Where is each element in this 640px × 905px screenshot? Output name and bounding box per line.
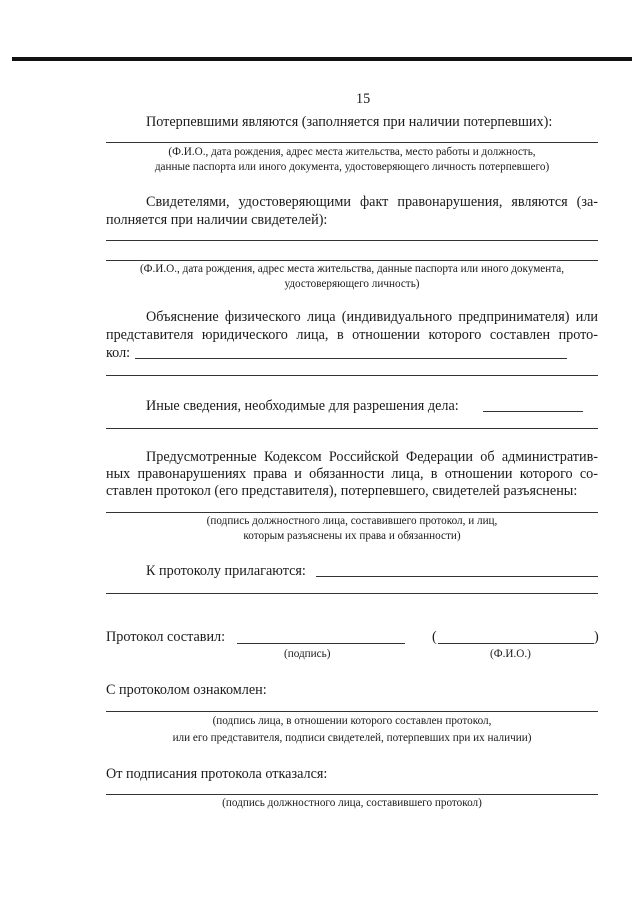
compiled-by-name-line	[438, 643, 594, 644]
rights-text-line2: ных правонарушениях права и обязанности лица, в отношении которого со-	[106, 466, 598, 482]
explanation-fill-line1	[135, 358, 567, 359]
attachments-fill-line2	[106, 593, 598, 594]
compiled-by-label: Протокол составил:	[106, 629, 226, 645]
explanation-text-line1: Объяснение физического лица (индивидуального предпринимателя) или	[146, 309, 598, 325]
rights-fill-line	[106, 512, 598, 513]
witnesses-fill-line1	[106, 240, 598, 241]
top-border-bar	[12, 57, 632, 61]
victims-fill-line	[106, 142, 598, 143]
other-info-label: Иные сведения, необходимые для разрешения дела:	[146, 398, 459, 414]
compiled-by-name-caption: (Ф.И.О.)	[490, 648, 531, 660]
witnesses-fill-line2	[106, 260, 598, 261]
compiled-by-signature-line	[237, 643, 405, 644]
rights-text-line3: ставлен протокол (его представителя), потерпевшего, свидетелей разъяснены:	[106, 483, 578, 499]
rights-caption-line1: (подпись должностного лица, составившего протокол, и лиц,	[206, 515, 498, 527]
witnesses-caption-line2: удостоверяющего личность)	[284, 278, 420, 290]
victims-label: Потерпевшими являются (заполняется при наличии потерпевших):	[146, 114, 553, 130]
page-number: 15	[356, 91, 371, 107]
rights-text-line1: Предусмотренные Кодексом Российской Федерации об административ-	[146, 449, 598, 465]
witnesses-text-line2: полняется при наличии свидетелей):	[106, 212, 328, 228]
witnesses-text-line1: Свидетелями, удостоверяющими факт правонарушения, являются (за-	[146, 194, 598, 210]
acquainted-caption-line1: (подпись лица, в отношении которого составлен протокол,	[212, 715, 492, 727]
victims-caption-line2: данные паспорта или иного документа, удостоверяющего личность потерпевшего)	[154, 161, 550, 173]
attachments-label: К протоколу прилагаются:	[146, 563, 306, 579]
attachments-fill-line1	[316, 576, 598, 577]
other-info-fill-line1	[483, 411, 583, 412]
refused-fill-line	[106, 794, 598, 795]
acquainted-fill-line	[106, 711, 598, 712]
witnesses-caption-line1: (Ф.И.О., дата рождения, адрес места жительства, данные паспорта или иного документа,	[139, 263, 565, 275]
explanation-text-line3: кол:	[106, 345, 131, 361]
explanation-fill-line2	[106, 375, 598, 376]
other-info-fill-line2	[106, 428, 598, 429]
victims-caption-line1: (Ф.И.О., дата рождения, адрес места жительства, место работы и должность,	[168, 146, 536, 158]
refused-label: От подписания протокола отказался:	[106, 766, 328, 782]
acquainted-label: С протоколом ознакомлен:	[106, 682, 267, 698]
compiled-by-close-paren: )	[594, 629, 599, 645]
compiled-by-open-paren: (	[432, 629, 437, 645]
explanation-text-line2: представителя юридического лица, в отношении которого составлен прото-	[106, 327, 598, 343]
acquainted-caption-line2: или его представителя, подписи свидетелей, потерпевших при их наличии)	[172, 732, 532, 744]
rights-caption-line2: которым разъяснены их права и обязанности)	[243, 530, 461, 542]
refused-caption: (подпись должностного лица, составившего протокол)	[222, 797, 482, 809]
compiled-by-signature-caption: (подпись)	[284, 648, 331, 660]
